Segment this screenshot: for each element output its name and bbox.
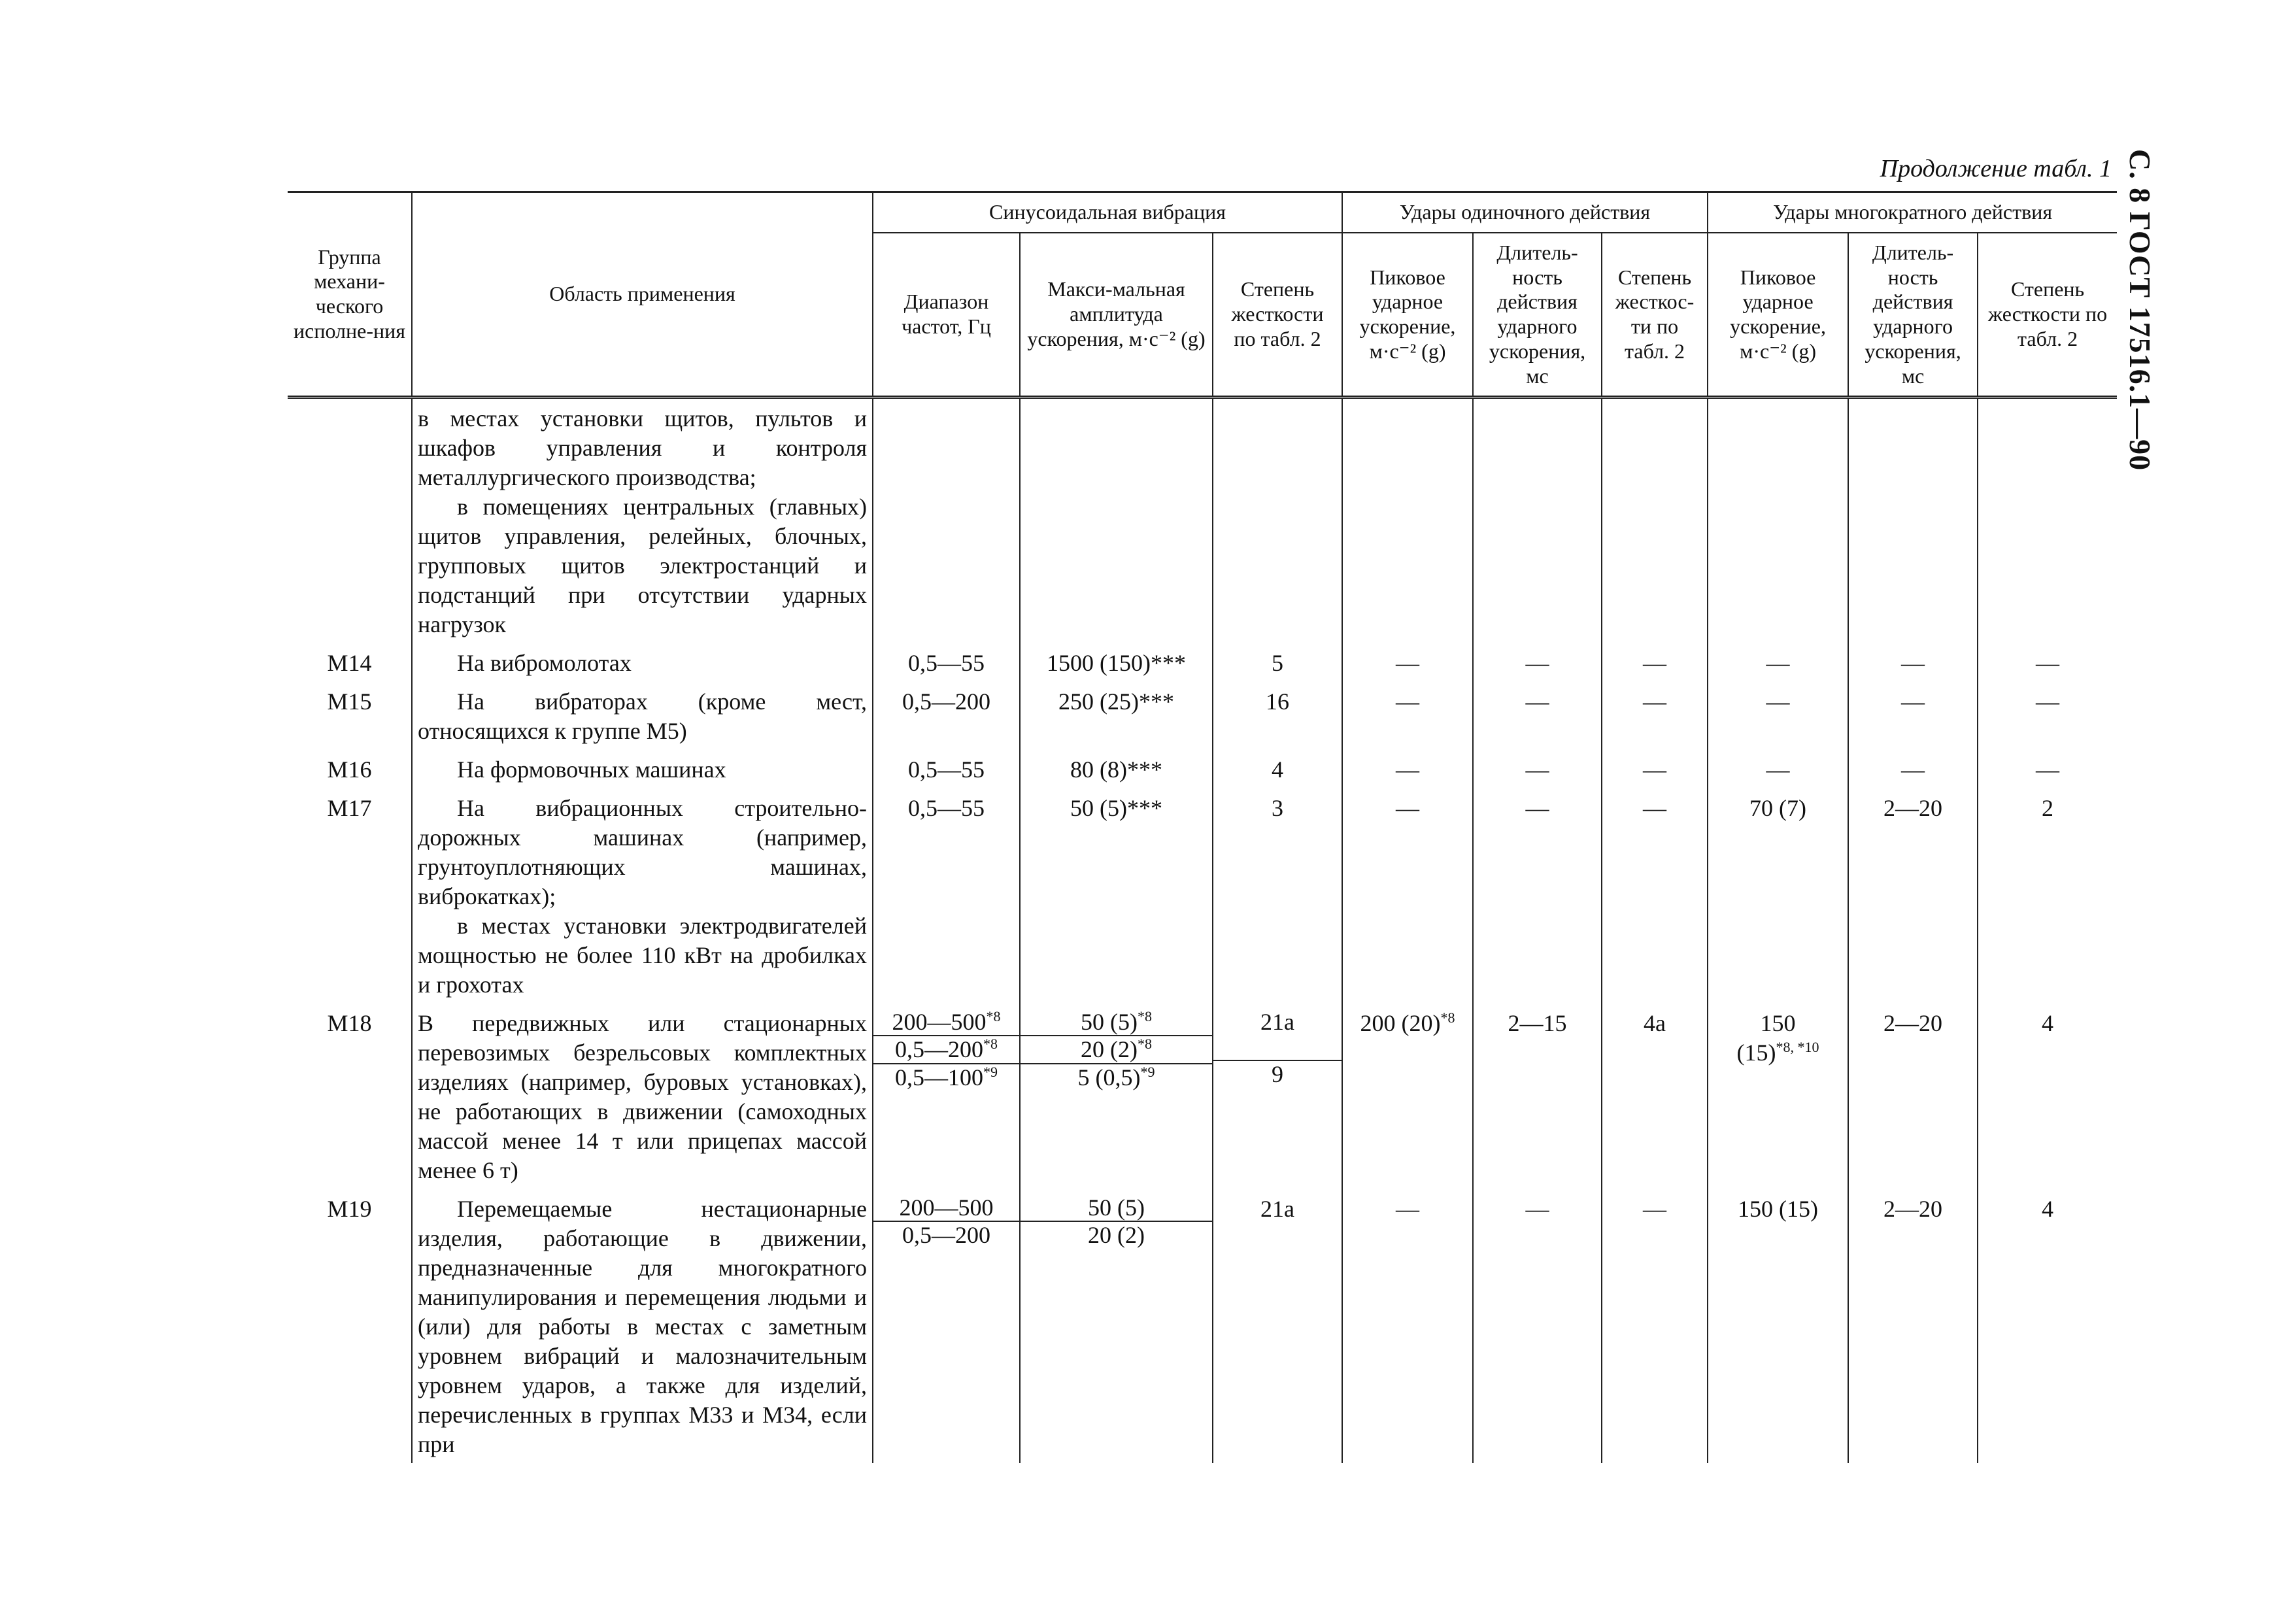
cell-peak-single: — (1342, 750, 1473, 788)
sub-value (873, 1009, 1019, 1036)
area-text: в местах установки электродвигателей мощностью не более 110 кВт на дробилках и грохотах (418, 913, 867, 998)
cell-empty (1342, 398, 1473, 644)
cell-severity-multi: — (1978, 643, 2117, 682)
cell-severity-single: — (1602, 643, 1708, 682)
page-standard-label: С. 8 ГОСТ 17516.1—90 (2123, 149, 2157, 471)
table-continuation-label: Продолжение табл. 1 (1880, 155, 2112, 182)
cell-group: М17 (327, 795, 372, 821)
header-multi-shock: Удары многократного действия (1708, 192, 2117, 233)
header-peak-single: Пиковое ударное ускорение, м·с⁻² (g) (1342, 233, 1473, 398)
cell-duration-single: — (1473, 643, 1602, 682)
mechanical-groups-table (288, 191, 2117, 1463)
cell-empty (1848, 398, 1978, 644)
cell-area (412, 750, 873, 788)
cell-group: М19 (327, 1196, 372, 1222)
cell-empty (1602, 398, 1708, 644)
value-text: 150 (1760, 1010, 1796, 1036)
sub-value: 200—500 (873, 1194, 1019, 1222)
footnote-mark: *8 (1440, 1009, 1455, 1026)
cell-freq (873, 1189, 1020, 1463)
header-sin-vibration: Синусоидальная вибрация (873, 192, 1342, 233)
header-severity-multi: Степень жесткости по табл. 2 (1978, 233, 2117, 398)
cell-peak-multi: 150 (15) (1708, 1189, 1848, 1463)
cell-duration-multi: — (1848, 682, 1978, 750)
header-group: Группа механи-ческого исполне-ния (288, 192, 412, 398)
sub-value: 20 (2) (1088, 1222, 1145, 1249)
cell-duration-multi: — (1848, 750, 1978, 788)
cell-empty (1020, 398, 1213, 644)
value-text: 200 (20) (1360, 1010, 1441, 1036)
footnote-mark: *8 (986, 1008, 1001, 1024)
cell-duration-single: — (1473, 750, 1602, 788)
header-freq-range: Диапазон частот, Гц (873, 233, 1020, 398)
sub-value (1021, 1064, 1212, 1091)
cell-group: М16 (327, 756, 372, 783)
cell-peak-single (1342, 1004, 1473, 1189)
cell-amp: 80 (8)*** (1020, 750, 1213, 788)
cell-group: М14 (327, 650, 372, 676)
table-row (288, 643, 2117, 682)
cell-amp (1020, 1189, 1213, 1463)
cell-severity-single: — (1602, 682, 1708, 750)
cell-amp: 250 (25)*** (1020, 682, 1213, 750)
cell-freq (873, 1004, 1020, 1189)
cell-group: М15 (327, 688, 372, 715)
cell-peak-single: — (1342, 643, 1473, 682)
cell-severity: 3 (1213, 788, 1342, 1004)
cell-amp: 50 (5)*** (1020, 788, 1213, 1004)
area-text: в помещениях центральных (главных) щитов управления, релейных, блочных, групповых щитов электростанций и подстанций при отсутствии ударных нагрузок (418, 494, 867, 637)
cell-empty (1473, 398, 1602, 644)
cell-peak-single: — (1342, 788, 1473, 1004)
cell-severity-multi: 4 (1978, 1004, 2117, 1189)
header-severity-single: Степень жесткос-ти по табл. 2 (1602, 233, 1708, 398)
header-max-amp: Макси-мальная амплитуда ускорения, м·с⁻² (g) (1020, 233, 1213, 398)
cell-area (412, 788, 873, 1004)
header-area: Область применения (412, 192, 873, 398)
cell-peak-multi: — (1708, 750, 1848, 788)
header-single-shock: Удары одиночного действия (1342, 192, 1708, 233)
footnote-mark: *8, *10 (1776, 1039, 1819, 1055)
table-body (288, 398, 2117, 1464)
cell-freq: 0,5—55 (873, 643, 1020, 682)
cell-severity-single: — (1602, 788, 1708, 1004)
cell-freq: 0,5—200 (873, 682, 1020, 750)
cell-severity-multi: — (1978, 750, 2117, 788)
cell-duration-multi: 2—20 (1848, 788, 1978, 1004)
sub-value: 21а (1213, 1009, 1342, 1061)
cell-freq: 0,5—55 (873, 750, 1020, 788)
cell-severity (1213, 1004, 1342, 1189)
cell-empty (1708, 398, 1848, 644)
cell-group (288, 398, 412, 644)
cell-severity-multi: — (1978, 682, 2117, 750)
cell-area (412, 1004, 873, 1189)
area-text: На вибрационных строительно-дорожных машинах (например, грунтоуплотняющих машинах, виброкатках); (418, 795, 867, 909)
cell-severity: 16 (1213, 682, 1342, 750)
cell-severity: 21а (1213, 1189, 1342, 1463)
cell-peak-single: — (1342, 1189, 1473, 1463)
cell-duration-single: — (1473, 682, 1602, 750)
value-text: 0,5—100 (895, 1064, 983, 1091)
cell-freq: 0,5—55 (873, 788, 1020, 1004)
area-text: в местах установки щитов, пультов и шкафов управления и контроля металлургического производства; (418, 405, 867, 490)
cell-group: М18 (327, 1010, 372, 1036)
cell-duration-multi: 2—20 (1848, 1189, 1978, 1463)
footnote-mark: *8 (1137, 1036, 1152, 1053)
cell-peak-multi: — (1708, 643, 1848, 682)
cell-severity-single: — (1602, 1189, 1708, 1463)
cell-peak-multi: — (1708, 682, 1848, 750)
sub-value (873, 1064, 1019, 1091)
cell-severity-multi: 4 (1978, 1189, 2117, 1463)
table-header (288, 192, 2117, 398)
cell-duration-multi: 2—20 (1848, 1004, 1978, 1189)
sub-value (1021, 1009, 1212, 1036)
cell-area (412, 398, 873, 644)
table-row (288, 682, 2117, 750)
footnote-mark: *8 (983, 1036, 998, 1053)
cell-empty (1213, 398, 1342, 644)
header-severity-sin: Степень жесткости по табл. 2 (1213, 233, 1342, 398)
cell-peak-single: — (1342, 682, 1473, 750)
area-text: Перемещаемые нестационарные изделия, работающие в движении, предназначенные для многократного манипулирования и перемещения людьми и (или) для работы в местах с заметным уровнем вибраций и малозначительным уровнем ударов, а также для изделий, перечисленных в группах М33 и М34, если при (418, 1196, 867, 1457)
sub-value (1021, 1036, 1212, 1064)
area-text: В передвижных или стационарных перевозимых безрельсовых комплектных изделиях (например, буровых установках), не работающих в движении (самоходных массой менее 14 т или прицепах массой менее 6 т) (418, 1010, 867, 1183)
cell-peak-multi (1708, 1004, 1848, 1189)
value-text: 200—500 (892, 1009, 987, 1035)
sub-value: 0,5—200 (902, 1222, 990, 1249)
cell-amp: 1500 (150)*** (1020, 643, 1213, 682)
header-peak-multi: Пиковое ударное ускорение, м·с⁻² (g) (1708, 233, 1848, 398)
cell-severity: 4 (1213, 750, 1342, 788)
cell-area (412, 682, 873, 750)
area-text: На вибраторах (кроме мест, относящихся к группе М5) (418, 688, 867, 744)
sub-value: 50 (5) (1021, 1194, 1212, 1222)
table-row (288, 1189, 2117, 1463)
footnote-mark: *9 (1140, 1063, 1155, 1080)
value-text: 20 (2) (1081, 1036, 1138, 1063)
footnote-mark: *9 (983, 1063, 998, 1080)
cell-duration-single: — (1473, 788, 1602, 1004)
cell-area (412, 643, 873, 682)
cell-duration-single: — (1473, 1189, 1602, 1463)
cell-empty (873, 398, 1020, 644)
cell-empty (1978, 398, 2117, 644)
cell-area (412, 1189, 873, 1463)
sub-value (873, 1036, 1019, 1064)
cell-amp (1020, 1004, 1213, 1189)
cell-severity: 5 (1213, 643, 1342, 682)
value-text: 50 (5) (1081, 1009, 1138, 1035)
cell-severity-single: — (1602, 750, 1708, 788)
footnote-mark: *8 (1137, 1008, 1152, 1024)
area-text: На вибромолотах (457, 650, 632, 676)
cell-severity-single: 4а (1602, 1004, 1708, 1189)
cell-peak-multi: 70 (7) (1708, 788, 1848, 1004)
specification-table-container (288, 191, 2117, 1463)
area-text: На формовочных машинах (457, 756, 726, 783)
table-row (288, 398, 2117, 644)
table-row (288, 750, 2117, 788)
cell-severity-multi: 2 (1978, 788, 2117, 1004)
sub-value: 9 (1272, 1061, 1283, 1088)
value-text: (15) (1736, 1040, 1776, 1066)
table-row (288, 788, 2117, 1004)
header-duration-multi: Длитель-ность действия ударного ускорения, мс (1848, 233, 1978, 398)
cell-duration-multi: — (1848, 643, 1978, 682)
value-text: 0,5—200 (895, 1036, 983, 1063)
header-duration-single: Длитель-ность действия ударного ускорения, мс (1473, 233, 1602, 398)
cell-duration-single: 2—15 (1473, 1004, 1602, 1189)
table-row (288, 1004, 2117, 1189)
value-text: 5 (0,5) (1077, 1064, 1141, 1091)
